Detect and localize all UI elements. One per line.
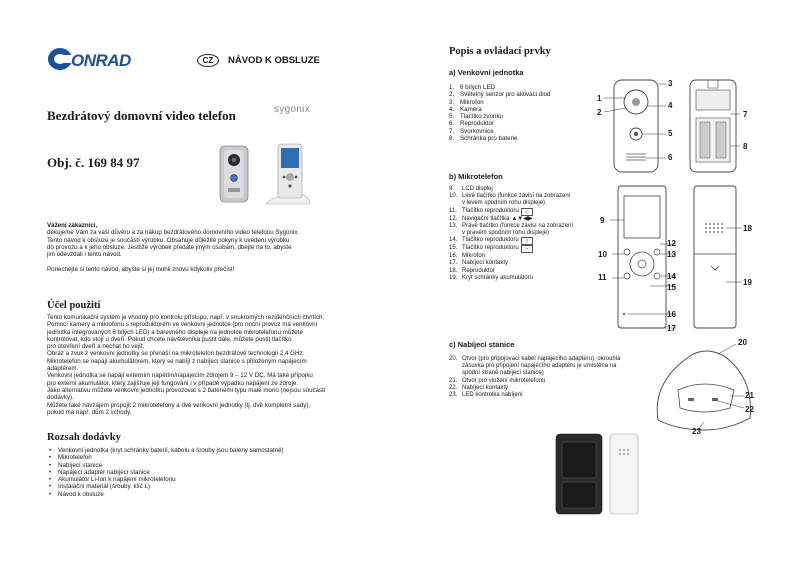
callout-label: 21 <box>745 391 754 400</box>
station-list <box>449 356 639 399</box>
callout-label: 4 <box>668 101 673 110</box>
list-item: 7. Svorkovnice <box>449 127 494 135</box>
delivery-heading: Rozsah dodávky <box>47 432 121 443</box>
callout-label: 9 <box>600 216 605 225</box>
list-item: 12. Navigační tlačítka ▲▼◀▶ <box>449 215 533 222</box>
usage-line: pokud má např. dům 2 vchody. <box>47 408 132 416</box>
usage-line: Jako alternativu můžete venkovní jednotku provozovat s 2 bateriemi typu malé mono (nejsou součástí <box>47 386 326 394</box>
usage-heading: Účel použití <box>47 300 101 311</box>
callout-label: 7 <box>743 110 748 119</box>
navigation-arrows-icon: ▲▼◀▶ <box>511 215 533 222</box>
usage-line: Tento komunikační systém je vhodný pro kontrolu přístupu, např. v soukromých rezidenčních čtvrtích. <box>47 314 325 321</box>
list-item: 20. Otvor (pro připojovací kabel napájecího adaptéru); okrouhlá <box>449 356 621 362</box>
list-item: 4. Kamera <box>449 105 482 113</box>
product-title: Bezdrátový domovní video telefon <box>47 108 236 123</box>
list-item: 11. Tlačítko reproduktoru ◁ <box>449 208 614 216</box>
list-item: 13. Pravé tlačítko (funkce závisí na zobrazení <box>449 222 574 229</box>
callout-label: 12 <box>667 239 676 248</box>
usage-line: adaptérem. <box>47 365 79 373</box>
order-number: Obj. č. 169 84 97 <box>47 155 140 170</box>
usage-line: Obraz a zvuk z venkovní jednotky se přenáší na mikrotelefon bezdrátově technologií 2,4 GHz. <box>47 350 305 358</box>
list-item: 17. Nabíjecí kontakty <box>449 260 509 267</box>
callout-label: 15 <box>667 283 676 292</box>
callout-label: 23 <box>692 427 701 436</box>
list-item: 16. Mikrofon <box>449 253 486 260</box>
list-item: • Mikrotelefon <box>49 454 379 461</box>
intro-line: jim odevzdali i tento návod. <box>47 251 122 259</box>
list-item: v levém spodním rohu displeje) <box>462 200 546 207</box>
doc-title: NÁVOD K OBSLUZE <box>228 55 320 66</box>
product-photo <box>218 142 318 206</box>
list-item: 1. 6 bílých LED <box>449 84 496 91</box>
callout-label: 10 <box>598 250 607 259</box>
callout-label: 19 <box>743 278 752 287</box>
door-key-icon: ▯ <box>521 237 533 245</box>
unlock-key-icon: ⊸ <box>521 245 533 253</box>
list-item: 3. Mikrofon <box>449 98 484 106</box>
list-item: v pravém spodním rohu displeje) <box>462 230 550 237</box>
list-item: 22. Nabíjecí kontakty <box>449 384 509 391</box>
usage-line: jednotka integrovaných 6 bílých LED) a barevného displeje na jednotce mikrotelefonu můžete <box>47 328 303 336</box>
list-item: spodní straně nabíjecí stanice) <box>462 370 544 377</box>
usage-line: pro externí akumulátor, který zajišťuje její fungování i v případě výpadku napájení ze zdroje. <box>47 379 298 387</box>
intro-text <box>47 222 377 274</box>
callout-label: 8 <box>743 142 748 151</box>
list-item: • Napájecí adaptér nabíjecí stanice <box>49 469 379 476</box>
outdoor-heading: a) Venkovní jednotka <box>449 68 524 77</box>
usage-line: Venkovní jednotka se napájí externím napětím/napájecím zdrojem 9 – 12 V DC. Má také přípojku <box>47 372 313 380</box>
list-item: 9. LCD displej <box>449 186 493 192</box>
handset-heading: b) Mikrotelefon <box>449 172 503 181</box>
controls-heading: Popis a ovládací prvky <box>449 46 551 57</box>
sygonix-logo: sygonix <box>274 104 311 115</box>
handset-back-photo <box>548 432 648 516</box>
callout-label: 14 <box>667 272 676 281</box>
callout-label: 17 <box>667 324 676 333</box>
language-badge: CZ <box>197 54 219 67</box>
list-item: 10. Levé tlačítko (funkce závisí na zobrazení <box>449 193 571 200</box>
list-item: • Návod k obsluze <box>49 491 379 498</box>
list-item: 18. Reproduktor <box>449 267 496 274</box>
list-item: • Venkovní jednotka (kryt schránky baterií, kabelu a šrouby jsou baleny samostatně) <box>49 447 379 454</box>
list-item: 8. Schránka pro baterie <box>449 135 518 143</box>
list-item: 23. LED kontrolka nabíjení <box>449 392 523 399</box>
usage-line: dodávky). <box>47 394 74 402</box>
callout-label: 13 <box>667 250 676 259</box>
usage-line: kontrolovat, kdo stojí u dveří. Pokud chcete návštěvníka pustit dále, můžete pustit tlačítko <box>47 335 292 343</box>
list-item: 19. Kryt schránky akumulátoru <box>449 274 534 281</box>
callout-label: 18 <box>743 224 752 233</box>
outdoor-unit-front-diagram <box>596 76 676 176</box>
intro-greeting: Vážení zákazníci, <box>47 222 98 229</box>
delivery-list <box>49 447 379 498</box>
callout-label: 3 <box>668 79 673 88</box>
handset-back-diagram <box>690 182 750 332</box>
callout-label: 16 <box>667 310 676 319</box>
intro-line: Tento návod k obsluze je součástí výrobku. Obsahuje důležité pokyny k uvedení výrobku <box>47 236 290 244</box>
list-item: zásuvka pro připojení napájecího adaptéru je umístěna na <box>462 363 617 370</box>
outdoor-unit-back-diagram <box>686 76 746 176</box>
usage-line: pro otevření dveří a nechat ho vejít. <box>47 343 145 351</box>
list-item: • Akumulátor Li-Ion k napájení mikrotelefonu <box>49 476 379 483</box>
charging-station-diagram <box>650 342 760 432</box>
list-item: 2. Světelný senzor pro aktivaci diod <box>449 91 551 99</box>
callout-label: 22 <box>745 405 754 414</box>
list-item: • Instalační materiál (šrouby, klíč L) <box>49 483 379 490</box>
intro-line: děkujeme Vám za vaši důvěru a za nákup bezdrátového domovního video telefonu Sygonix. <box>47 229 300 237</box>
callout-label: 5 <box>668 129 673 138</box>
list-item: 14. Tlačítko reproduktoru ▯ <box>449 237 614 245</box>
list-item: 21. Otvor pro vložení mikrotelefonu <box>449 377 546 384</box>
callout-label: 6 <box>668 153 673 162</box>
usage-line: Můžete také navzájem propojit 2 mikrotelefony a dvě venkovní jednotky (tj. dvě kompletní sady), <box>47 401 311 409</box>
callout-label: 11 <box>598 273 607 282</box>
usage-line: Mikrotelefon se napájí akumulátorem, který se nabíjí z nabíjecí stanice s přiloženým napájecím <box>47 357 307 365</box>
svg-text:ONRAD: ONRAD <box>71 51 131 70</box>
callout-label: 20 <box>738 338 747 347</box>
intro-line: do provozu a k jeho obsluze. Jestliže výrobek předáte jiným osobám, dbejte na to, abyste <box>47 243 292 251</box>
callout-label: 2 <box>597 108 602 117</box>
list-item: 6. Reproduktor <box>449 120 495 128</box>
usage-text <box>47 314 387 416</box>
callout-label: 1 <box>597 94 602 103</box>
usage-line: Pomocí kamery a mikrofonu s reproduktorem ve venkovní jednotce (pro noční provoz má venkovní <box>47 321 318 329</box>
station-heading: c) Nabíjecí stanice <box>449 340 515 349</box>
speaker-key-icon: ◁ <box>521 208 533 216</box>
list-item: • Nabíjecí stanice <box>49 462 379 469</box>
handset-list <box>449 186 614 282</box>
outdoor-list <box>449 84 609 142</box>
list-item: 15. Tlačítko reproduktoru ⊸ <box>449 245 614 253</box>
conrad-logo <box>47 46 151 72</box>
list-item: 5. Tlačítko zvonku <box>449 113 503 121</box>
intro-closing: Ponechejte si tento návod, abyste si jej mohli znovu kdykoliv přečíst! <box>47 266 235 274</box>
